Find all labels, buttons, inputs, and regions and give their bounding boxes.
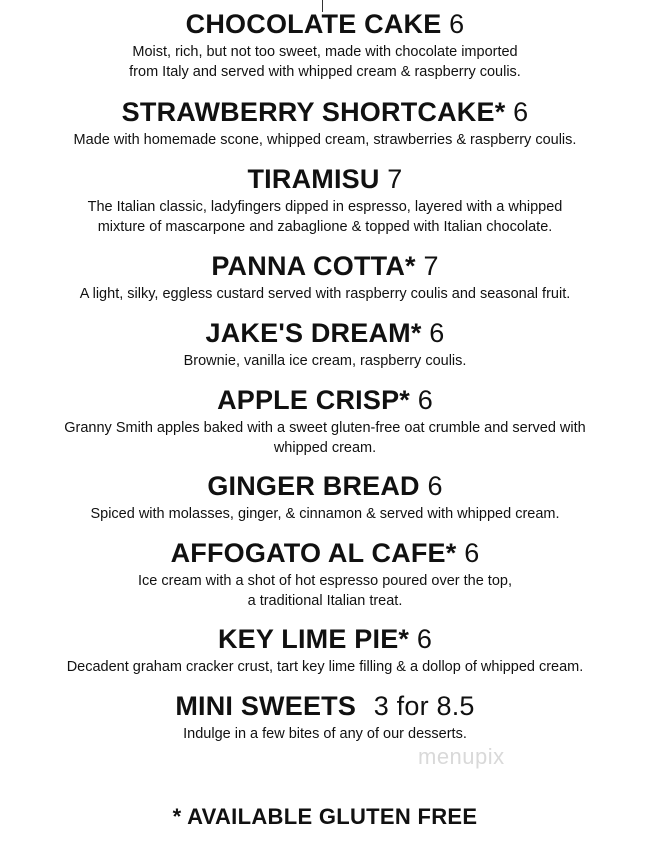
menu-item-mini-sweets bbox=[0, 690, 650, 744]
item-price: 6 bbox=[429, 318, 445, 348]
item-price: 6 bbox=[513, 97, 529, 127]
item-name: STRAWBERRY SHORTCAKE* bbox=[121, 97, 506, 127]
menu-item-key-lime-pie bbox=[0, 623, 650, 677]
item-description bbox=[0, 418, 650, 458]
dessert-menu bbox=[0, 8, 650, 744]
description-line: Granny Smith apples baked with a sweet gluten-free oat crumble and served with bbox=[64, 420, 586, 436]
item-name: KEY LIME PIE* bbox=[217, 624, 410, 654]
item-title bbox=[0, 250, 650, 282]
item-title bbox=[0, 470, 650, 502]
item-price: 6 bbox=[449, 9, 465, 39]
item-name: PANNA COTTA* bbox=[211, 251, 416, 281]
description-line: Spiced with molasses, ginger, & cinnamon & served with whipped cream. bbox=[90, 506, 560, 522]
item-name: TIRAMISU bbox=[247, 164, 380, 194]
item-price: 6 bbox=[417, 385, 433, 415]
item-description bbox=[0, 571, 650, 611]
description-line: Moist, rich, but not too sweet, made with chocolate imported bbox=[132, 44, 518, 60]
item-price: 6 bbox=[427, 471, 443, 501]
item-description bbox=[0, 197, 650, 237]
item-description bbox=[0, 284, 650, 304]
item-description bbox=[0, 130, 650, 150]
item-description bbox=[0, 657, 650, 677]
item-name: JAKE'S DREAM* bbox=[205, 318, 422, 348]
description-line: Decadent graham cracker crust, tart key lime filling & a dollop of whipped cream. bbox=[66, 659, 584, 675]
menu-item-ginger-bread bbox=[0, 470, 650, 524]
item-title bbox=[0, 317, 650, 349]
item-name: MINI SWEETS bbox=[175, 691, 357, 721]
gluten-free-footnote: * AVAILABLE GLUTEN FREE bbox=[172, 804, 478, 829]
description-line: Indulge in a few bites of any of our desserts. bbox=[183, 726, 467, 742]
item-price: 6 bbox=[416, 624, 433, 654]
menu-item-panna-cotta bbox=[0, 250, 650, 304]
description-line: A light, silky, eggless custard served with raspberry coulis and seasonal fruit. bbox=[79, 286, 571, 302]
item-price: 7 bbox=[423, 251, 439, 281]
menu-item-chocolate-cake bbox=[0, 8, 650, 82]
menu-item-tiramisu bbox=[0, 163, 650, 237]
item-title bbox=[0, 623, 650, 655]
description-line: a traditional Italian treat. bbox=[247, 593, 403, 609]
item-name: APPLE CRISP* bbox=[217, 385, 411, 415]
menu-item-affogato-al-cafe bbox=[0, 537, 650, 611]
item-name: AFFOGATO AL CAFE* bbox=[170, 538, 457, 568]
item-description bbox=[0, 42, 650, 82]
item-title bbox=[0, 537, 650, 569]
menu-item-jakes-dream bbox=[0, 317, 650, 371]
description-line: whipped cream. bbox=[273, 440, 377, 456]
description-line: Ice cream with a shot of hot espresso poured over the top, bbox=[138, 573, 512, 589]
item-title bbox=[0, 163, 650, 195]
item-description bbox=[0, 504, 650, 524]
item-name: CHOCOLATE CAKE bbox=[185, 9, 442, 39]
description-line: Brownie, vanilla ice cream, raspberry coulis. bbox=[183, 353, 467, 369]
item-name: GINGER BREAD bbox=[207, 471, 420, 501]
item-title bbox=[0, 96, 650, 128]
description-line: Made with homemade scone, whipped cream, strawberries & raspberry coulis. bbox=[73, 132, 577, 148]
description-line: mixture of mascarpone and zabaglione & topped with Italian chocolate. bbox=[97, 219, 553, 235]
description-line: from Italy and served with whipped cream & raspberry coulis. bbox=[129, 64, 521, 80]
item-title bbox=[0, 8, 650, 40]
item-price: 3 for 8.5 bbox=[373, 691, 475, 721]
menu-item-strawberry-shortcake bbox=[0, 96, 650, 150]
item-price: 6 bbox=[464, 538, 480, 568]
item-description bbox=[0, 724, 650, 744]
menu-item-apple-crisp bbox=[0, 384, 650, 458]
item-title bbox=[0, 384, 650, 416]
item-price: 7 bbox=[387, 164, 403, 194]
item-description bbox=[0, 351, 650, 371]
menupix-watermark: menupix bbox=[418, 744, 505, 769]
description-line: The Italian classic, ladyfingers dipped in espresso, layered with a whipped bbox=[87, 199, 563, 215]
item-title bbox=[0, 690, 650, 722]
